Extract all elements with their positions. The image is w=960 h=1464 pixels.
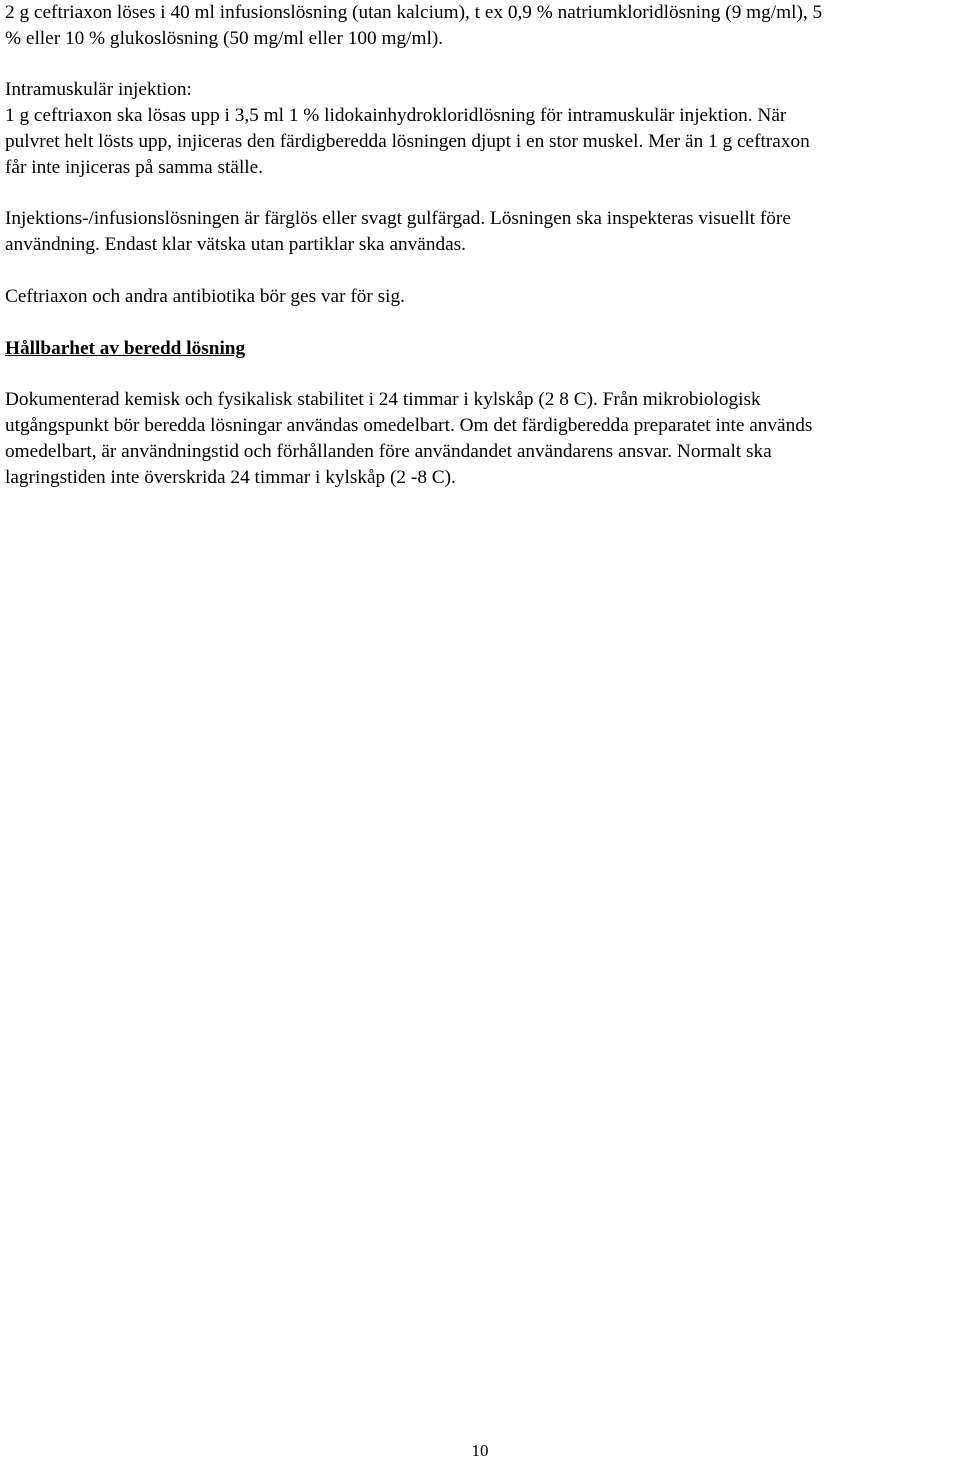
paragraph-reconstitution-line-1: 2 g ceftriaxon löses i 40 ml infusionslösning (utan kalcium), t ex 0,9 % natriumkloridlösning (9 mg/ml), 5	[5, 2, 823, 23]
paragraph-stability-line-1: Dokumenterad kemisk och fysikalisk stabilitet i 24 timmar i kylskåp (2 8 C). Från mikrobiologisk	[5, 389, 761, 410]
paragraph-im-injection-line-2: pulvret helt lösts upp, injiceras den färdigberedda lösningen djupt i en stor muskel. Mer än 1 g ceftraxon	[5, 131, 810, 152]
paragraph-separate-administration: Ceftriaxon och andra antibiotika bör ges var för sig.	[5, 286, 405, 307]
paragraph-reconstitution-line-2: % eller 10 % glukoslösning (50 mg/ml eller 100 mg/ml).	[5, 28, 444, 49]
page-number: 10	[471, 1441, 489, 1460]
paragraph-appearance-line-2: användning. Endast klar vätska utan partiklar ska användas.	[5, 234, 466, 255]
paragraph-appearance-line-1: Injektions-/infusionslösningen är färglös eller svagt gulfärgad. Lösningen ska inspekteras visuellt före	[5, 208, 791, 229]
paragraph-stability-line-4: lagringstiden inte överskrida 24 timmar i kylskåp (2 -8 C).	[5, 467, 456, 488]
section-heading-stability: Hållbarhet av beredd lösning	[5, 338, 246, 359]
paragraph-im-injection-line-3: får inte injiceras på samma ställe.	[5, 157, 264, 178]
paragraph-im-injection-title: Intramuskulär injektion:	[5, 79, 192, 100]
paragraph-stability-line-2: utgångspunkt bör beredda lösningar användas omedelbart. Om det färdigberedda preparatet inte används	[5, 415, 813, 436]
paragraph-im-injection-line-1: 1 g ceftriaxon ska lösas upp i 3,5 ml 1 % lidokainhydrokloridlösning för intramuskulär injektion. När	[5, 105, 787, 126]
paragraph-stability-line-3: omedelbart, är användningstid och förhållanden före användandet användarens ansvar. Normalt ska	[5, 441, 772, 462]
